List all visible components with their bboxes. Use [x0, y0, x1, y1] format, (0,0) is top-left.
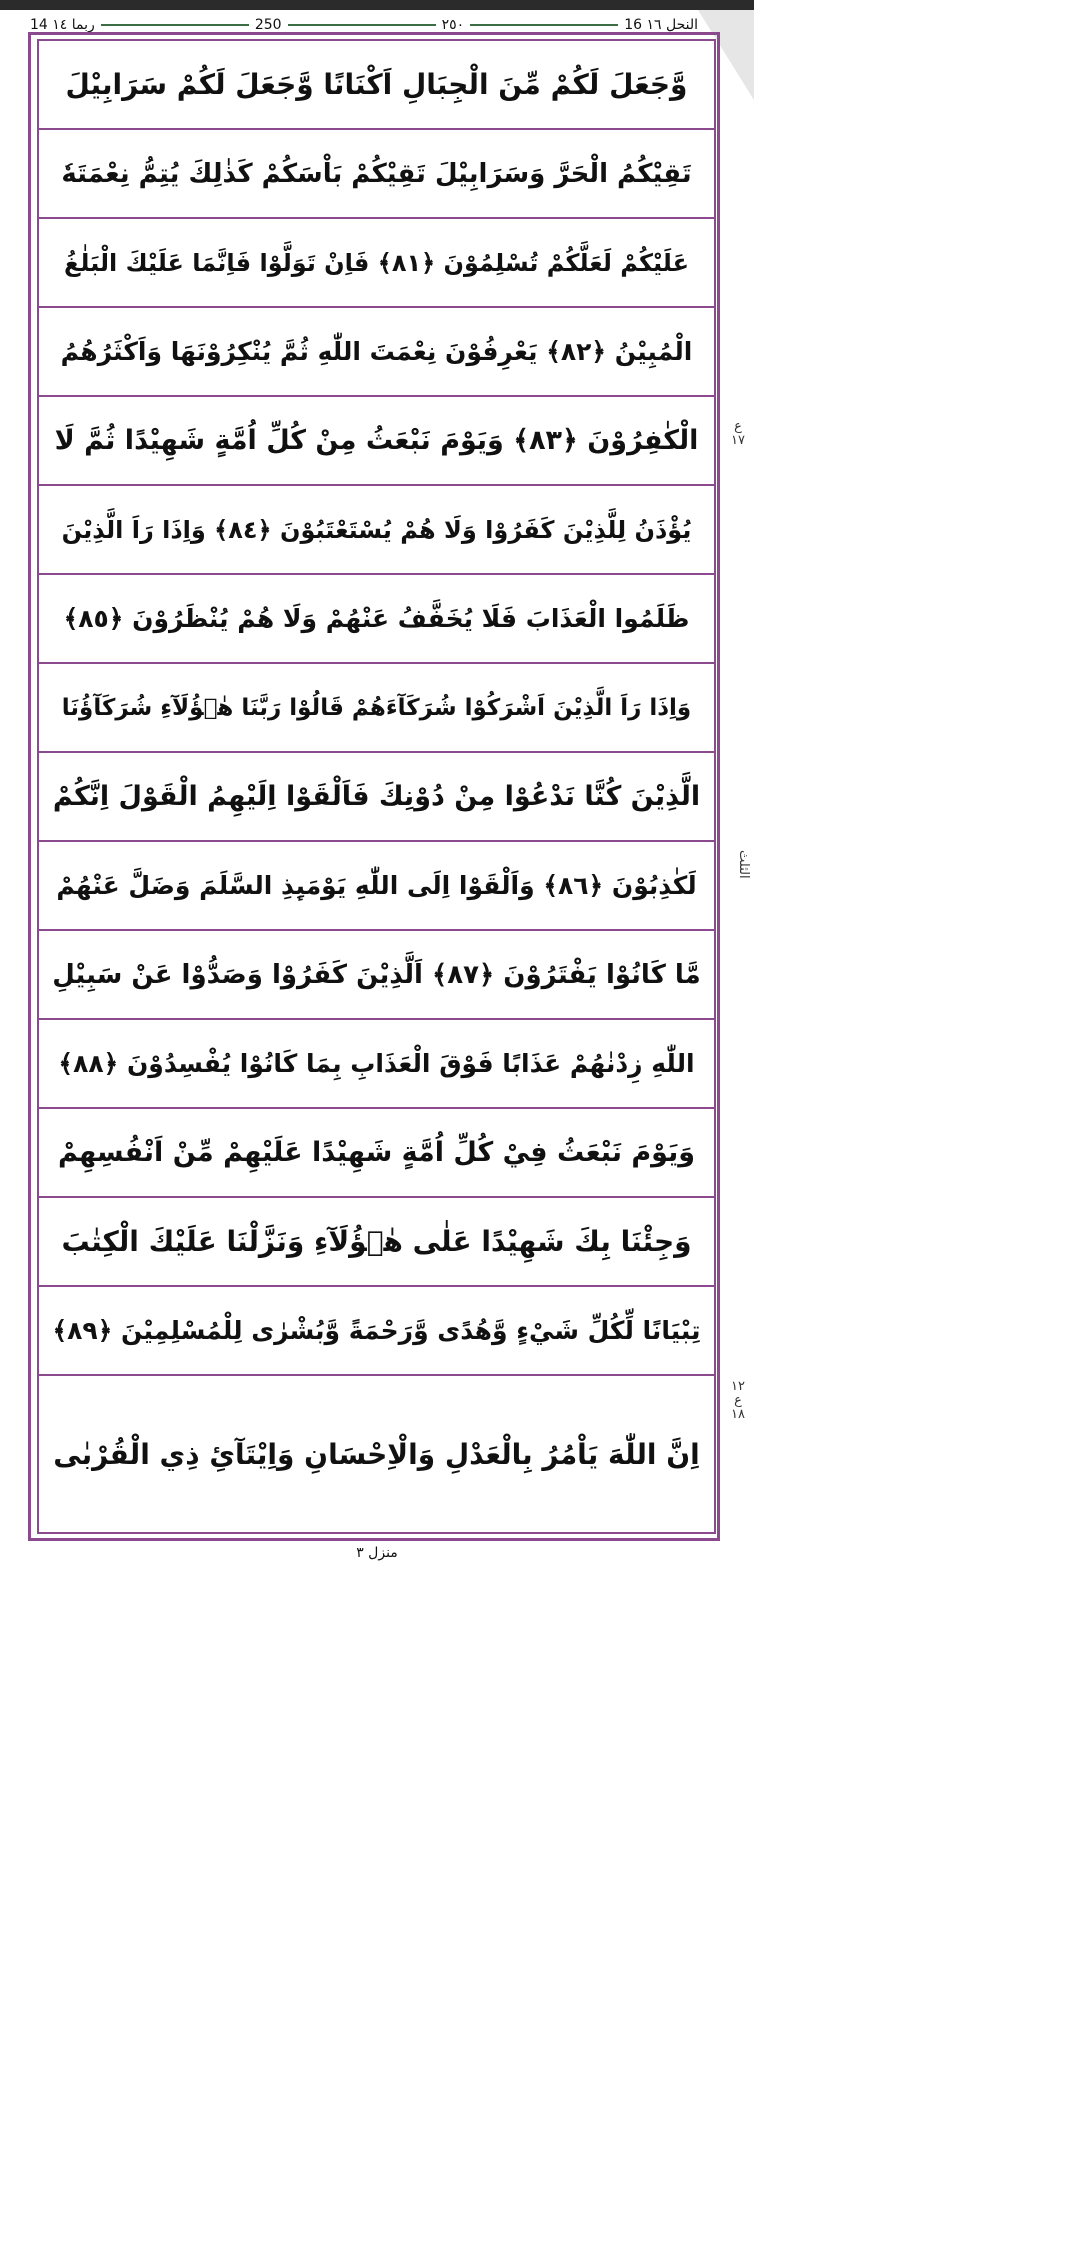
- verse-line: [39, 397, 714, 486]
- verse-text: وَيَوْمَ نَبْعَثُ فِيْ كُلِّ اُمَّةٍ شَهِيْدًا عَلَيْهِمْ مِّنْ اَنْفُسِهِمْ: [58, 1137, 696, 1168]
- verse-panel: [37, 39, 716, 1534]
- verse-line: [39, 1020, 714, 1109]
- page-number: 250: [254, 17, 282, 33]
- verse-line: [39, 486, 714, 575]
- verse-text: تَقِيْكُمُ الْحَرَّ وَسَرَابِيْلَ تَقِيْكُمْ بَاْسَكُمْ كَذٰلِكَ يُتِمُّ نِعْمَتَهٗ: [61, 158, 692, 189]
- side-label: الثلث: [736, 850, 751, 879]
- juz-label: 14 ربما ١٤: [30, 17, 95, 33]
- verse-text: تِبْيَانًا لِّكُلِّ شَيْءٍ وَّهُدًى وَّرَحْمَةً وَّبُشْرٰى لِلْمُسْلِمِيْنَ ﴿٨٩﴾: [52, 1316, 701, 1345]
- verse-text: وَجِئْنَا بِكَ شَهِيْدًا عَلٰى هٰۤؤُلَآءِ وَنَزَّلْنَا عَلَيْكَ الْكِتٰبَ: [61, 1225, 692, 1258]
- verse-line: [39, 842, 714, 931]
- verse-text: اللّٰهِ زِدْنٰهُمْ عَذَابًا فَوْقَ الْعَذَابِ بِمَا كَانُوْا يُفْسِدُوْنَ ﴿٨٨﴾: [58, 1049, 695, 1078]
- verse-text: يُؤْذَنُ لِلَّذِيْنَ كَفَرُوْا وَلَا هُمْ يُسْتَعْتَبُوْنَ ﴿٨٤﴾ وَاِذَا رَاَ الَّذِيْنَ: [61, 515, 692, 544]
- verse-text: الْكٰفِرُوْنَ ﴿٨٣﴾ وَيَوْمَ نَبْعَثُ مِنْ كُلِّ اُمَّةٍ شَهِيْدًا ثُمَّ لَا: [54, 425, 699, 456]
- verse-line: [39, 308, 714, 397]
- verse-text: وَاِذَا رَاَ الَّذِيْنَ اَشْرَكُوْا شُرَكَآءَهُمْ قَالُوْا رَبَّنَا هٰۤؤُلَآءِ شُرَكَآؤُنَا: [61, 694, 692, 721]
- verse-line: [39, 575, 714, 664]
- verse-text: ظَلَمُوا الْعَذَابَ فَلَا يُخَفَّفُ عَنْهُمْ وَلَا هُمْ يُنْظَرُوْنَ ﴿٨٥﴾: [63, 604, 690, 633]
- verse-line: [39, 1287, 714, 1376]
- surah-label: 16 النحل ١٦: [624, 17, 699, 33]
- verse-text: الْمُبِيْنُ ﴿٨٢﴾ يَعْرِفُوْنَ نِعْمَتَ اللّٰهِ ثُمَّ يُنْكِرُوْنَهَا وَاَكْثَرُهُمُ: [60, 337, 693, 366]
- ruku-marker: ١٢ ع ١٨: [731, 1379, 745, 1422]
- verse-line: [39, 41, 714, 130]
- verse-line: [39, 664, 714, 753]
- verse-line: [39, 753, 714, 842]
- verse-line: [39, 219, 714, 308]
- status-bar: [0, 0, 754, 10]
- verse-line: [39, 931, 714, 1020]
- verse-text: الَّذِيْنَ كُنَّا نَدْعُوْا مِنْ دُوْنِكَ فَاَلْقَوْا اِلَيْهِمُ الْقَوْلَ اِنَّكُمْ: [52, 781, 701, 812]
- header-rule: [101, 24, 249, 26]
- ruku-marker: ع ١٧: [731, 419, 745, 448]
- verse-line: [39, 1198, 714, 1287]
- page-number-arabic: ٢٥٠: [441, 17, 465, 33]
- verse-text: اِنَّ اللّٰهَ يَاْمُرُ بِالْعَدْلِ وَالْاِحْسَانِ وَاِيْتَآئِ ذِي الْقُرْبٰى: [53, 1437, 700, 1471]
- manzil-footer: منزل ٣: [356, 1545, 398, 1561]
- verse-line: [39, 1376, 714, 1532]
- verse-text: لَكٰذِبُوْنَ ﴿٨٦﴾ وَاَلْقَوْا اِلَى اللّٰهِ يَوْمَىِٕذِ السَّلَمَ وَضَلَّ عَنْهُمْ: [56, 871, 697, 900]
- header-rule: [470, 24, 618, 26]
- header-rule: [288, 24, 436, 26]
- verse-text: عَلَيْكُمْ لَعَلَّكُمْ تُسْلِمُوْنَ ﴿٨١﴾ فَاِنْ تَوَلَّوْا فَاِنَّمَا عَلَيْكَ الْبَلٰغُ: [64, 248, 689, 277]
- verse-line: [39, 130, 714, 219]
- verse-text: مَّا كَانُوْا يَفْتَرُوْنَ ﴿٨٧﴾ اَلَّذِيْنَ كَفَرُوْا وَصَدُّوْا عَنْ سَبِيْلِ: [52, 959, 701, 990]
- verse-line: [39, 1109, 714, 1198]
- verse-text: وَّجَعَلَ لَكُمْ مِّنَ الْجِبَالِ اَكْنَانًا وَّجَعَلَ لَكُمْ سَرَابِيْلَ: [65, 68, 688, 101]
